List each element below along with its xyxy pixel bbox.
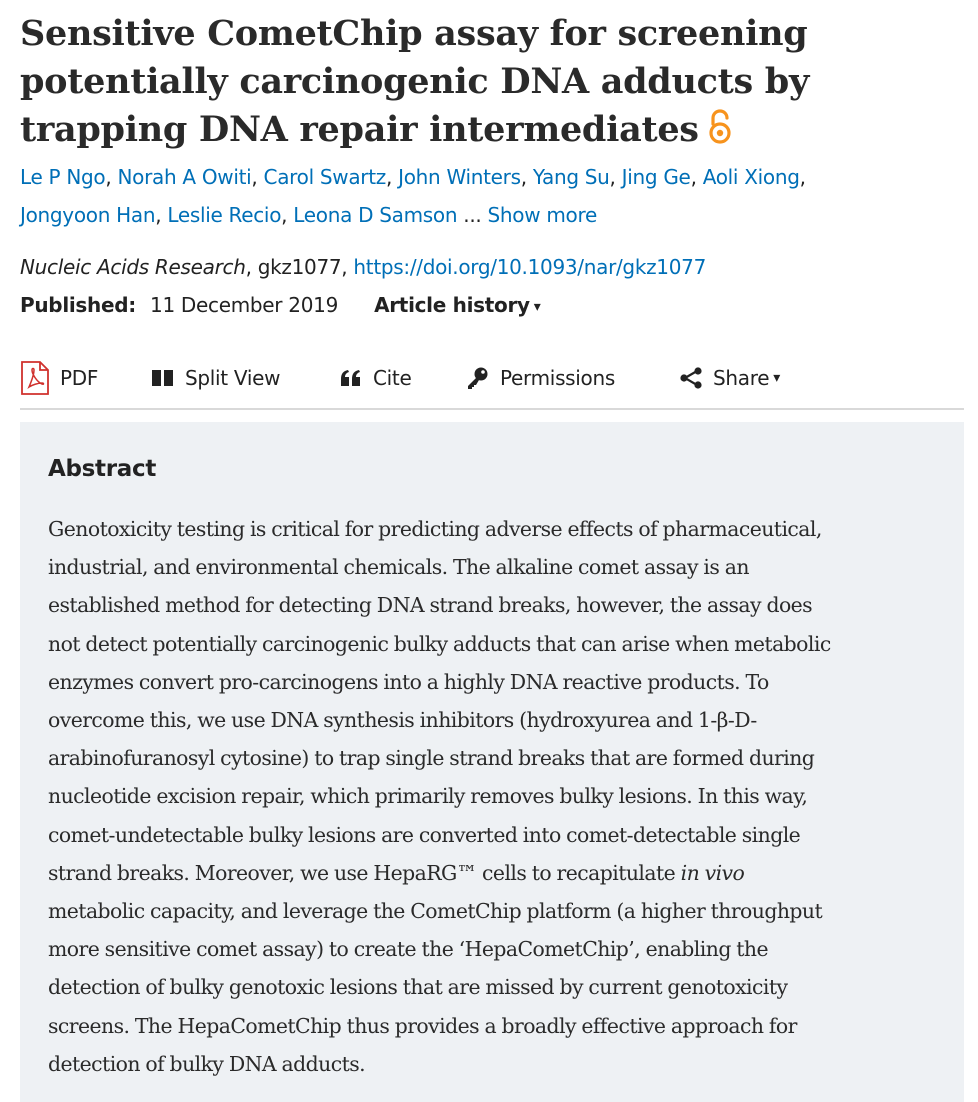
abstract-section <box>20 422 964 1102</box>
authors-ellipsis: ... <box>463 203 482 227</box>
author-link[interactable]: Leslie Recio <box>167 203 282 227</box>
show-more-authors-link[interactable]: Show more <box>487 203 597 227</box>
author-link[interactable]: Carol Swartz <box>263 165 386 189</box>
split-view-label: Split View <box>185 366 281 390</box>
key-icon <box>466 366 490 390</box>
abstract-line-with-italic <box>48 854 948 892</box>
author-link[interactable]: Leona D Samson <box>293 203 458 227</box>
permissions-label: Permissions <box>500 366 615 390</box>
abstract-line: industrial, and environmental chemicals. The alkaline comet assay is an <box>48 555 749 580</box>
cite-button[interactable] <box>339 360 411 396</box>
author-link[interactable]: Aoli Xiong <box>702 165 800 189</box>
abstract-line: enzymes convert pro-carcinogens into a highly DNA reactive products. To <box>48 669 769 694</box>
article-page <box>20 0 964 1076</box>
published-label: Published: <box>20 293 136 317</box>
abstract-line: comet-undetectable bulky lesions are converted into comet-detectable single <box>48 822 801 847</box>
abstract-line: nucleotide excision repair, which primarily removes bulky lesions. In this way, <box>48 784 808 809</box>
abstract-line: metabolic capacity, and leverage the CometChip platform (a higher throughput <box>48 899 823 924</box>
split-view-button[interactable] <box>151 360 280 396</box>
author-link[interactable]: Jing Ge <box>621 165 691 189</box>
abstract-line: Genotoxicity testing is critical for predicting adverse effects of pharmaceutical, <box>48 517 822 541</box>
citation-line: Nucleic Acids Research, gkz1077, https://doi.org/10.1093/nar/gkz1077 <box>20 255 707 279</box>
abstract-line: arabinofuranosyl cytosine) to trap single strand breaks that are formed during <box>48 746 815 771</box>
pdf-label: PDF <box>60 366 99 390</box>
abstract-heading: Abstract <box>48 456 157 482</box>
share-label: Share <box>713 366 770 390</box>
article-toolbar <box>20 356 964 410</box>
article-title <box>20 10 964 154</box>
share-button[interactable] <box>679 360 780 396</box>
author-link[interactable]: Norah A Owiti <box>117 165 252 189</box>
abstract-line: more sensitive comet assay) to create the ‘HepaCometChip’, enabling the <box>48 937 769 962</box>
abstract-line: detection of bulky DNA adducts. <box>48 1051 366 1076</box>
article-history-toggle[interactable] <box>374 293 540 317</box>
article-id: gkz1077 <box>257 255 342 279</box>
cite-label: Cite <box>373 366 412 390</box>
chevron-down-icon: ▾ <box>773 370 780 386</box>
published-date: 11 December 2019 <box>150 293 338 317</box>
journal-name: Nucleic Acids Research <box>20 255 246 279</box>
pdf-button[interactable] <box>20 360 98 396</box>
author-link[interactable]: John Winters <box>398 165 521 189</box>
abstract-line: detection of bulky genotoxic lesions that are missed by current genotoxicity <box>48 975 788 1000</box>
doi-link[interactable]: https://doi.org/10.1093/nar/gkz1077 <box>353 255 707 279</box>
abstract-line-text: strand breaks. Moreover, we use HepaRG™ cells to recapitulate <box>48 860 681 885</box>
abstract-line: screens. The HepaCometChip thus provides a broadly effective approach for <box>48 1013 797 1038</box>
abstract-body <box>48 510 948 1083</box>
author-link[interactable]: Jongyoon Han <box>20 203 156 227</box>
permissions-button[interactable] <box>466 360 615 396</box>
author-list: Le P Ngo, Norah A Owiti, Carol Swartz, John Winters, Yang Su, Jing Ge, Aoli Xiong, Jongyoon Han, Leslie Recio, Leona D Samson ... Show more <box>20 165 806 227</box>
publication-row <box>20 286 964 326</box>
italic-phrase: in vivo <box>680 860 745 885</box>
chevron-down-icon: ▾ <box>533 299 541 315</box>
article-title-text: Sensitive CometChip assay for screening potentially carcinogenic DNA adducts by trapping DNA repair intermediates <box>20 13 809 150</box>
share-icon <box>679 366 703 390</box>
author-link[interactable]: Yang Su <box>532 165 610 189</box>
article-history-label: Article history <box>374 293 530 317</box>
open-access-lock-icon <box>707 109 733 145</box>
pdf-icon <box>20 360 50 396</box>
quote-icon <box>339 368 363 388</box>
abstract-line: established method for detecting DNA strand breaks, however, the assay does <box>48 593 813 618</box>
abstract-line: not detect potentially carcinogenic bulky adducts that can arise when metabolic <box>48 631 831 656</box>
abstract-line: overcome this, we use DNA synthesis inhibitors (hydroxyurea and 1-β-D- <box>48 708 757 733</box>
author-link[interactable]: Le P Ngo <box>20 165 106 189</box>
split-view-icon <box>151 368 175 388</box>
